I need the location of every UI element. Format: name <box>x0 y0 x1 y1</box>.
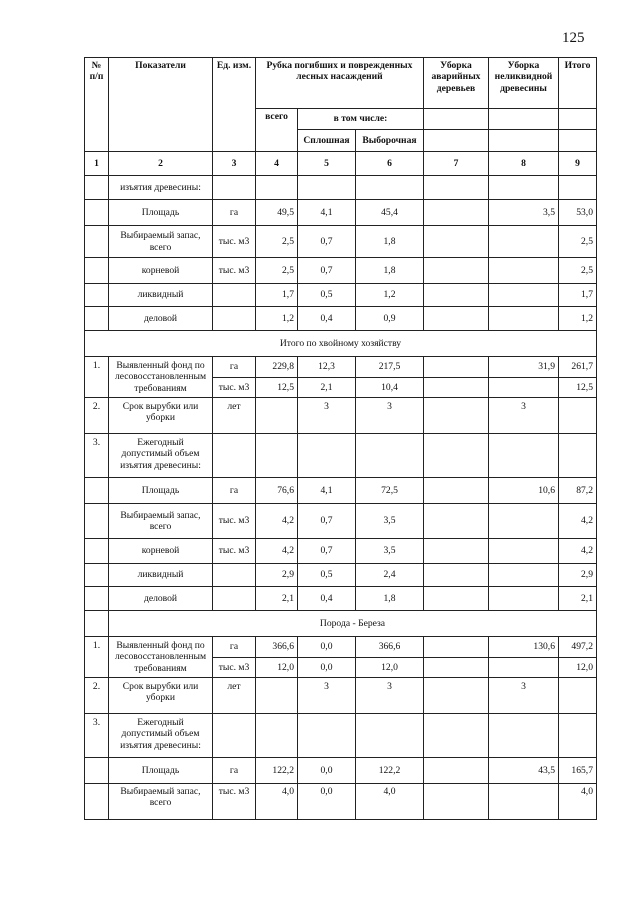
section-title: Итого по хвойному хозяйству <box>85 331 597 357</box>
empty-cell <box>213 434 256 478</box>
value-cell: 2,1 <box>298 378 356 398</box>
table-row <box>85 587 597 611</box>
label-cell: Ежегодный допустимый объем изъятия древесины: <box>109 714 213 758</box>
table-row <box>85 637 597 658</box>
value-cell: 122,2 <box>256 758 298 784</box>
empty-cell <box>424 200 489 226</box>
value-cell: 366,6 <box>356 637 424 658</box>
label-cell: Площадь <box>109 200 213 226</box>
empty-cell <box>424 637 489 658</box>
value-cell: 3 <box>489 678 559 714</box>
empty-cell <box>85 784 109 820</box>
empty-cell <box>85 200 109 226</box>
value-cell: 3 <box>298 398 356 434</box>
value-cell: 0,4 <box>298 587 356 611</box>
empty-cell <box>424 398 489 434</box>
empty-cell <box>85 587 109 611</box>
value-cell: 217,5 <box>356 357 424 378</box>
value-cell: 0,4 <box>298 307 356 331</box>
table-row <box>85 307 597 331</box>
page-number: 125 <box>562 30 585 46</box>
empty-cell <box>256 678 298 714</box>
unit-cell: га <box>213 478 256 504</box>
value-cell: 87,2 <box>559 478 597 504</box>
empty-cell <box>559 434 597 478</box>
value-cell: 43,5 <box>489 758 559 784</box>
label-cell: корневой <box>109 539 213 564</box>
value-cell: 31,9 <box>489 357 559 378</box>
empty-cell <box>424 784 489 820</box>
value-cell: 2,5 <box>256 226 298 258</box>
value-cell: 0,7 <box>298 504 356 539</box>
value-cell: 53,0 <box>559 200 597 226</box>
label-cell: Выявленный фонд по лесовосстановленным требованиям <box>109 637 213 678</box>
empty-cell <box>85 226 109 258</box>
label-cell: ликвидный <box>109 564 213 587</box>
empty-cell <box>489 258 559 284</box>
empty-cell <box>489 226 559 258</box>
unit-cell: лет <box>213 398 256 434</box>
empty-cell <box>85 539 109 564</box>
empty-cell <box>356 714 424 758</box>
header-nonliquid: Уборка неликвидной древесины <box>489 58 559 109</box>
empty-cell <box>213 564 256 587</box>
empty-cell <box>424 378 489 398</box>
empty-cell <box>489 658 559 678</box>
table-row <box>85 758 597 784</box>
label-cell: деловой <box>109 587 213 611</box>
header-num: № п/п <box>85 58 109 152</box>
empty-cell <box>489 714 559 758</box>
label-cell: Площадь <box>109 478 213 504</box>
value-cell: 0,5 <box>298 284 356 307</box>
value-cell: 3 <box>489 398 559 434</box>
unit-cell <box>213 176 256 200</box>
empty-cell <box>424 434 489 478</box>
unit-cell: га <box>213 200 256 226</box>
table-row <box>85 176 597 200</box>
value-cell: 1,2 <box>356 284 424 307</box>
empty-cell <box>85 564 109 587</box>
num-cell: 3. <box>85 434 109 478</box>
value-cell: 12,3 <box>298 357 356 378</box>
empty-cell <box>424 714 489 758</box>
table-row <box>85 398 597 434</box>
colnum-9: 9 <box>559 152 597 176</box>
value-cell: 12,0 <box>356 658 424 678</box>
empty-cell <box>256 434 298 478</box>
empty-cell <box>424 109 489 130</box>
header-clear: Сплошная <box>298 130 356 152</box>
value-cell: 1,8 <box>356 226 424 258</box>
value-cell: 0,0 <box>298 758 356 784</box>
empty-cell <box>424 226 489 258</box>
table-row <box>85 284 597 307</box>
header-row-1 <box>85 58 597 109</box>
unit-cell: тыс. м3 <box>213 539 256 564</box>
unit-cell: тыс. м3 <box>213 658 256 678</box>
empty-cell <box>424 539 489 564</box>
value-cell: 4,0 <box>356 784 424 820</box>
value-cell: 130,6 <box>489 637 559 658</box>
empty-cell <box>85 307 109 331</box>
value-cell: 10,4 <box>356 378 424 398</box>
header-felling: Рубка погибших и поврежденных лесных насаждений <box>256 58 424 109</box>
colnum-1: 1 <box>85 152 109 176</box>
empty-cell <box>85 478 109 504</box>
value-cell: 3 <box>356 398 424 434</box>
label-cell: Площадь <box>109 758 213 784</box>
empty-cell <box>256 176 298 200</box>
empty-cell <box>489 504 559 539</box>
empty-cell <box>424 130 489 152</box>
column-number-row <box>85 152 597 176</box>
value-cell: 0,0 <box>298 658 356 678</box>
empty-cell <box>559 130 597 152</box>
value-cell: 4,0 <box>256 784 298 820</box>
unit-cell: лет <box>213 678 256 714</box>
empty-cell <box>559 714 597 758</box>
colnum-5: 5 <box>298 152 356 176</box>
empty-cell <box>424 758 489 784</box>
empty-cell <box>424 587 489 611</box>
section-title: Порода - Береза <box>109 611 597 637</box>
label-cell: Ежегодный допустимый объем изъятия древесины: <box>109 434 213 478</box>
value-cell: 2,1 <box>256 587 298 611</box>
num-cell: 1. <box>85 357 109 398</box>
label-cell: Выбираемый запас, всего <box>109 504 213 539</box>
empty-cell <box>213 587 256 611</box>
table-row <box>85 504 597 539</box>
value-cell: 0,7 <box>298 258 356 284</box>
value-cell: 2,5 <box>256 258 298 284</box>
empty-cell <box>424 678 489 714</box>
value-cell: 1,8 <box>356 587 424 611</box>
empty-cell <box>356 434 424 478</box>
value-cell: 1,7 <box>256 284 298 307</box>
header-all: всего <box>256 109 298 152</box>
empty-cell <box>559 398 597 434</box>
value-cell: 2,9 <box>559 564 597 587</box>
value-cell: 3,5 <box>489 200 559 226</box>
empty-cell <box>489 564 559 587</box>
value-cell: 4,1 <box>298 200 356 226</box>
empty-cell <box>489 434 559 478</box>
colnum-4: 4 <box>256 152 298 176</box>
table-row <box>85 478 597 504</box>
forest-table <box>84 57 597 820</box>
value-cell: 2,4 <box>356 564 424 587</box>
value-cell: 4,2 <box>256 539 298 564</box>
empty-cell <box>424 478 489 504</box>
value-cell: 45,4 <box>356 200 424 226</box>
empty-cell <box>489 378 559 398</box>
value-cell: 10,6 <box>489 478 559 504</box>
empty-cell <box>424 284 489 307</box>
unit-cell: тыс. м3 <box>213 226 256 258</box>
empty-cell <box>213 714 256 758</box>
empty-cell <box>424 258 489 284</box>
table-row <box>85 564 597 587</box>
value-cell: 4,2 <box>559 504 597 539</box>
empty-cell <box>424 307 489 331</box>
value-cell: 4,2 <box>559 539 597 564</box>
value-cell: 0,9 <box>356 307 424 331</box>
header-unit: Ед. изм. <box>213 58 256 152</box>
unit-cell: тыс. м3 <box>213 378 256 398</box>
empty-cell <box>489 284 559 307</box>
value-cell: 1,8 <box>356 258 424 284</box>
label-cell: Срок вырубки или уборки <box>109 398 213 434</box>
value-cell: 2,9 <box>256 564 298 587</box>
empty-cell <box>213 307 256 331</box>
value-cell: 76,6 <box>256 478 298 504</box>
empty-cell <box>85 758 109 784</box>
value-cell: 4,0 <box>559 784 597 820</box>
value-cell: 261,7 <box>559 357 597 378</box>
value-cell: 122,2 <box>356 758 424 784</box>
empty-cell <box>298 176 356 200</box>
empty-cell <box>256 714 298 758</box>
value-cell: 1,7 <box>559 284 597 307</box>
value-cell: 1,2 <box>256 307 298 331</box>
empty-cell <box>298 714 356 758</box>
label-cell: Срок вырубки или уборки <box>109 678 213 714</box>
empty-cell <box>85 258 109 284</box>
num-cell: 2. <box>85 398 109 434</box>
colnum-6: 6 <box>356 152 424 176</box>
value-cell: 4,1 <box>298 478 356 504</box>
empty-cell <box>489 539 559 564</box>
empty-cell <box>356 176 424 200</box>
value-cell: 12,5 <box>559 378 597 398</box>
value-cell: 3 <box>356 678 424 714</box>
empty-cell <box>424 176 489 200</box>
num-cell <box>85 176 109 200</box>
num-cell: 3. <box>85 714 109 758</box>
empty-cell <box>213 284 256 307</box>
table-row <box>85 678 597 714</box>
table-row <box>85 226 597 258</box>
label-cell: деловой <box>109 307 213 331</box>
empty-cell <box>489 784 559 820</box>
empty-cell <box>256 398 298 434</box>
value-cell: 2,5 <box>559 258 597 284</box>
table-row <box>85 357 597 378</box>
value-cell: 2,5 <box>559 226 597 258</box>
section-row <box>85 611 597 637</box>
value-cell: 49,5 <box>256 200 298 226</box>
empty-cell <box>489 587 559 611</box>
value-cell: 3,5 <box>356 504 424 539</box>
table-row <box>85 714 597 758</box>
label-cell: изъятия древесины: <box>109 176 213 200</box>
value-cell: 3 <box>298 678 356 714</box>
value-cell: 12,0 <box>559 658 597 678</box>
header-indicators: Показатели <box>109 58 213 152</box>
value-cell: 2,1 <box>559 587 597 611</box>
unit-cell: га <box>213 758 256 784</box>
empty-cell <box>424 504 489 539</box>
colnum-2: 2 <box>109 152 213 176</box>
unit-cell: га <box>213 637 256 658</box>
colnum-8: 8 <box>489 152 559 176</box>
label-cell: корневой <box>109 258 213 284</box>
table-row <box>85 539 597 564</box>
num-cell: 1. <box>85 637 109 678</box>
table-row <box>85 784 597 820</box>
empty-cell <box>559 109 597 130</box>
value-cell: 0,7 <box>298 226 356 258</box>
empty-cell <box>85 504 109 539</box>
unit-cell: тыс. м3 <box>213 784 256 820</box>
value-cell: 497,2 <box>559 637 597 658</box>
empty-cell <box>489 130 559 152</box>
value-cell: 229,8 <box>256 357 298 378</box>
empty-cell <box>424 357 489 378</box>
table-row <box>85 258 597 284</box>
empty-cell <box>424 564 489 587</box>
empty-cell <box>85 284 109 307</box>
label-cell: Выявленный фонд по лесовосстановленным требованиям <box>109 357 213 398</box>
empty-cell <box>559 176 597 200</box>
value-cell: 0,0 <box>298 637 356 658</box>
value-cell: 3,5 <box>356 539 424 564</box>
unit-cell: тыс. м3 <box>213 504 256 539</box>
empty-cell <box>489 109 559 130</box>
label-cell: ликвидный <box>109 284 213 307</box>
empty-cell <box>489 307 559 331</box>
value-cell: 165,7 <box>559 758 597 784</box>
empty-cell <box>85 611 109 637</box>
colnum-3: 3 <box>213 152 256 176</box>
value-cell: 0,0 <box>298 784 356 820</box>
num-cell: 2. <box>85 678 109 714</box>
value-cell: 72,5 <box>356 478 424 504</box>
value-cell: 12,5 <box>256 378 298 398</box>
value-cell: 1,2 <box>559 307 597 331</box>
label-cell: Выбираемый запас, всего <box>109 784 213 820</box>
empty-cell <box>489 176 559 200</box>
empty-cell <box>559 678 597 714</box>
empty-cell <box>424 658 489 678</box>
value-cell: 0,5 <box>298 564 356 587</box>
header-selective: Выборочная <box>356 130 424 152</box>
table-row <box>85 434 597 478</box>
empty-cell <box>298 434 356 478</box>
header-including: в том числе: <box>298 109 424 130</box>
value-cell: 366,6 <box>256 637 298 658</box>
value-cell: 0,7 <box>298 539 356 564</box>
colnum-7: 7 <box>424 152 489 176</box>
unit-cell: га <box>213 357 256 378</box>
value-cell: 12,0 <box>256 658 298 678</box>
unit-cell: тыс. м3 <box>213 258 256 284</box>
value-cell: 4,2 <box>256 504 298 539</box>
header-emergency: Уборка аварийных деревьев <box>424 58 489 109</box>
label-cell: Выбираемый запас, всего <box>109 226 213 258</box>
table-row <box>85 200 597 226</box>
header-total: Итого <box>559 58 597 109</box>
section-row <box>85 331 597 357</box>
